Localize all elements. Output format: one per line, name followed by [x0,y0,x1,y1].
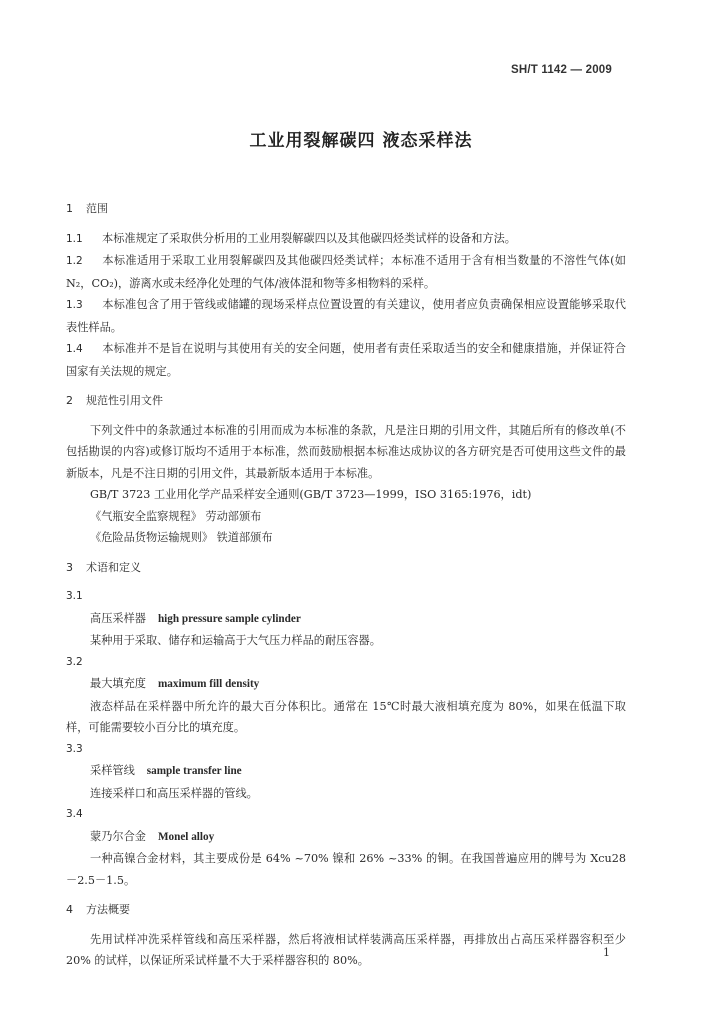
reference-gb-t-3723: GB/T 3723 工业用化学产品采样安全通则(GB/T 3723—1999，ISO 3165:1976，idt) [90,488,532,501]
section-heading-1: 1 范围 [66,202,108,215]
term-3-1-definition: 某种用于采取、储存和运输高于大气压力样品的耐压容器。 [90,634,381,647]
clause-1-4: 1.4 本标准并不是旨在说明与其使用有关的安全问题，使用者有责任采取适当的安全和健康措施，并保证符合国家有关法规的规定。 [66,342,626,378]
section-heading-3: 3 术语和定义 [66,560,141,574]
document-body [66,198,626,972]
term-number-3-3: 3.3 [66,742,83,755]
term-number-3-2: 3.2 [66,655,83,668]
section-heading-2: 2 规范性引用文件 [66,394,163,407]
reference-gas-cylinder-rules: 《气瓶安全监察规程》 劳动部颁布 [90,509,262,523]
term-number-3-1: 3.1 [66,590,83,602]
clause-1-3: 1.3 本标准包含了用于管线或储罐的现场采样点位置设置的有关建议，使用者应负责确保相应设置能够采取代表性样品。 [66,298,626,334]
page-number: 1 [603,946,610,959]
standard-number: SH/T 1142 — 2009 [510,64,612,76]
term-3-3-definition: 连接采样口和高压采样器的管线。 [90,786,258,800]
reference-dangerous-goods-rules: 《危险品货物运输规则》 铁道部颁布 [90,531,273,544]
section-heading-4: 4 方法概要 [66,903,130,916]
term-3-4: 蒙乃尔合金 Monel alloy [90,829,215,843]
term-number-3-4: 3.4 [66,808,83,820]
term-3-4-definition: 一种高镍合金材料，其主要成份是 64% ~70% 镍和 26% ~33% 的铜。在我国普遍应用的牌号为 Xcu28－2.5－1.5。 [66,852,626,887]
term-3-1: 高压采样器 high pressure sample cylinder [90,611,301,625]
term-3-2-definition: 液态样品在采样器中所允许的最大百分体积比。通常在 15℃时最大液相填充度为 80%，如果在低温下取样，可能需要较小百分比的填充度。 [66,699,626,734]
clause-1-1: 1.1 本标准规定了采取供分析用的工业用裂解碳四以及其他碳四烃类试样的设备和方法。 [66,231,516,245]
clause-1-2: 1.2 本标准适用于采取工业用裂解碳四及其他碳四烃类试样；本标准不适用于含有相当数量的不溶性气体(如 N₂，CO₂)，游离水或未经净化处理的气体/液体混和物等多相物料的采样。 [66,254,626,290]
section-4-text: 先用试样冲洗采样管线和高压采样器，然后将液相试样装满高压采样器，再排放出占高压采样器容积至少 20% 的试样，以保证所采试样量不大于采样器容积的 80%。 [66,932,626,967]
term-3-2: 最大填充度 maximum fill density [90,677,260,690]
section-2-intro: 下列文件中的条款通过本标准的引用而成为本标准的条款，凡是注日期的引用文件，其随后所有的修改单(不包括勘误的内容)或修订版均不适用于本标准，然而鼓励根据本标准达成协议的各方研究是否可使用这些文件的最新版本，凡是不注日期的引用文件，其最新版本适用于本标准。 [66,423,626,480]
term-3-3: 采样管线 sample transfer line [90,764,242,777]
document-title: 工业用裂解碳四 液态采样法 [249,131,473,151]
